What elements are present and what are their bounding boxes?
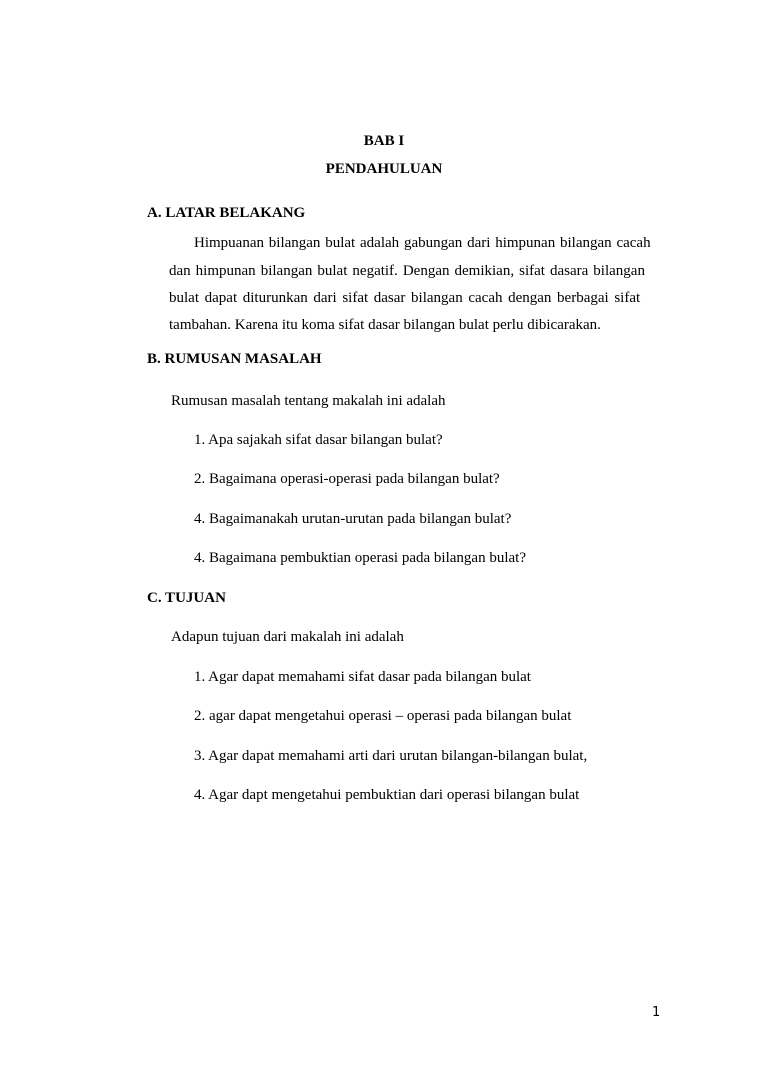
paragraph-line: tambahan. Karena itu koma sifat dasar bilangan bulat perlu dibicarakan.: [169, 317, 601, 333]
chapter-number: BAB I: [363, 133, 405, 149]
section-a-heading: A. LATAR BELAKANG: [147, 205, 306, 221]
list-item: 4. Bagaimanakah urutan-urutan pada bilangan bulat?: [194, 511, 512, 527]
list-item: 2. Bagaimana operasi-operasi pada bilangan bulat?: [194, 471, 500, 487]
section-c-intro: Adapun tujuan dari makalah ini adalah: [171, 629, 404, 645]
paragraph-text: dan himpunan bilangan bulat negatif. Dengan demikian, sifat dasara bilangan: [169, 263, 645, 279]
section-b-intro: Rumusan masalah tentang makalah ini adalah: [171, 393, 446, 409]
list-item: 3. Agar dapat memahami arti dari urutan bilangan-bilangan bulat,: [194, 748, 588, 764]
paragraph-line: [169, 291, 659, 306]
list-item: 1. Apa sajakah sifat dasar bilangan bulat?: [194, 432, 443, 448]
chapter-title: PENDAHULUAN: [325, 161, 443, 177]
list-item: 4. Bagaimana pembuktian operasi pada bilangan bulat?: [194, 550, 526, 566]
paragraph-line: [169, 264, 659, 279]
list-item: 1. Agar dapat memahami sifat dasar pada bilangan bulat: [194, 669, 531, 685]
list-item: 2. agar dapat mengetahui operasi – operasi pada bilangan bulat: [194, 708, 572, 724]
paragraph-text: bulat dapat diturunkan dari sifat dasar bilangan cacah dengan berbagai sifat: [169, 290, 641, 306]
page-number: 1: [652, 1005, 661, 1020]
paragraph-line: [194, 236, 659, 251]
section-c-heading: C. TUJUAN: [147, 590, 226, 606]
section-b-heading: B. RUMUSAN MASALAH: [147, 351, 322, 367]
list-item: 4. Agar dapt mengetahui pembuktian dari operasi bilangan bulat: [194, 787, 580, 803]
paragraph-text: Himpuanan bilangan bulat adalah gabungan dari himpunan bilangan cacah: [194, 235, 651, 251]
